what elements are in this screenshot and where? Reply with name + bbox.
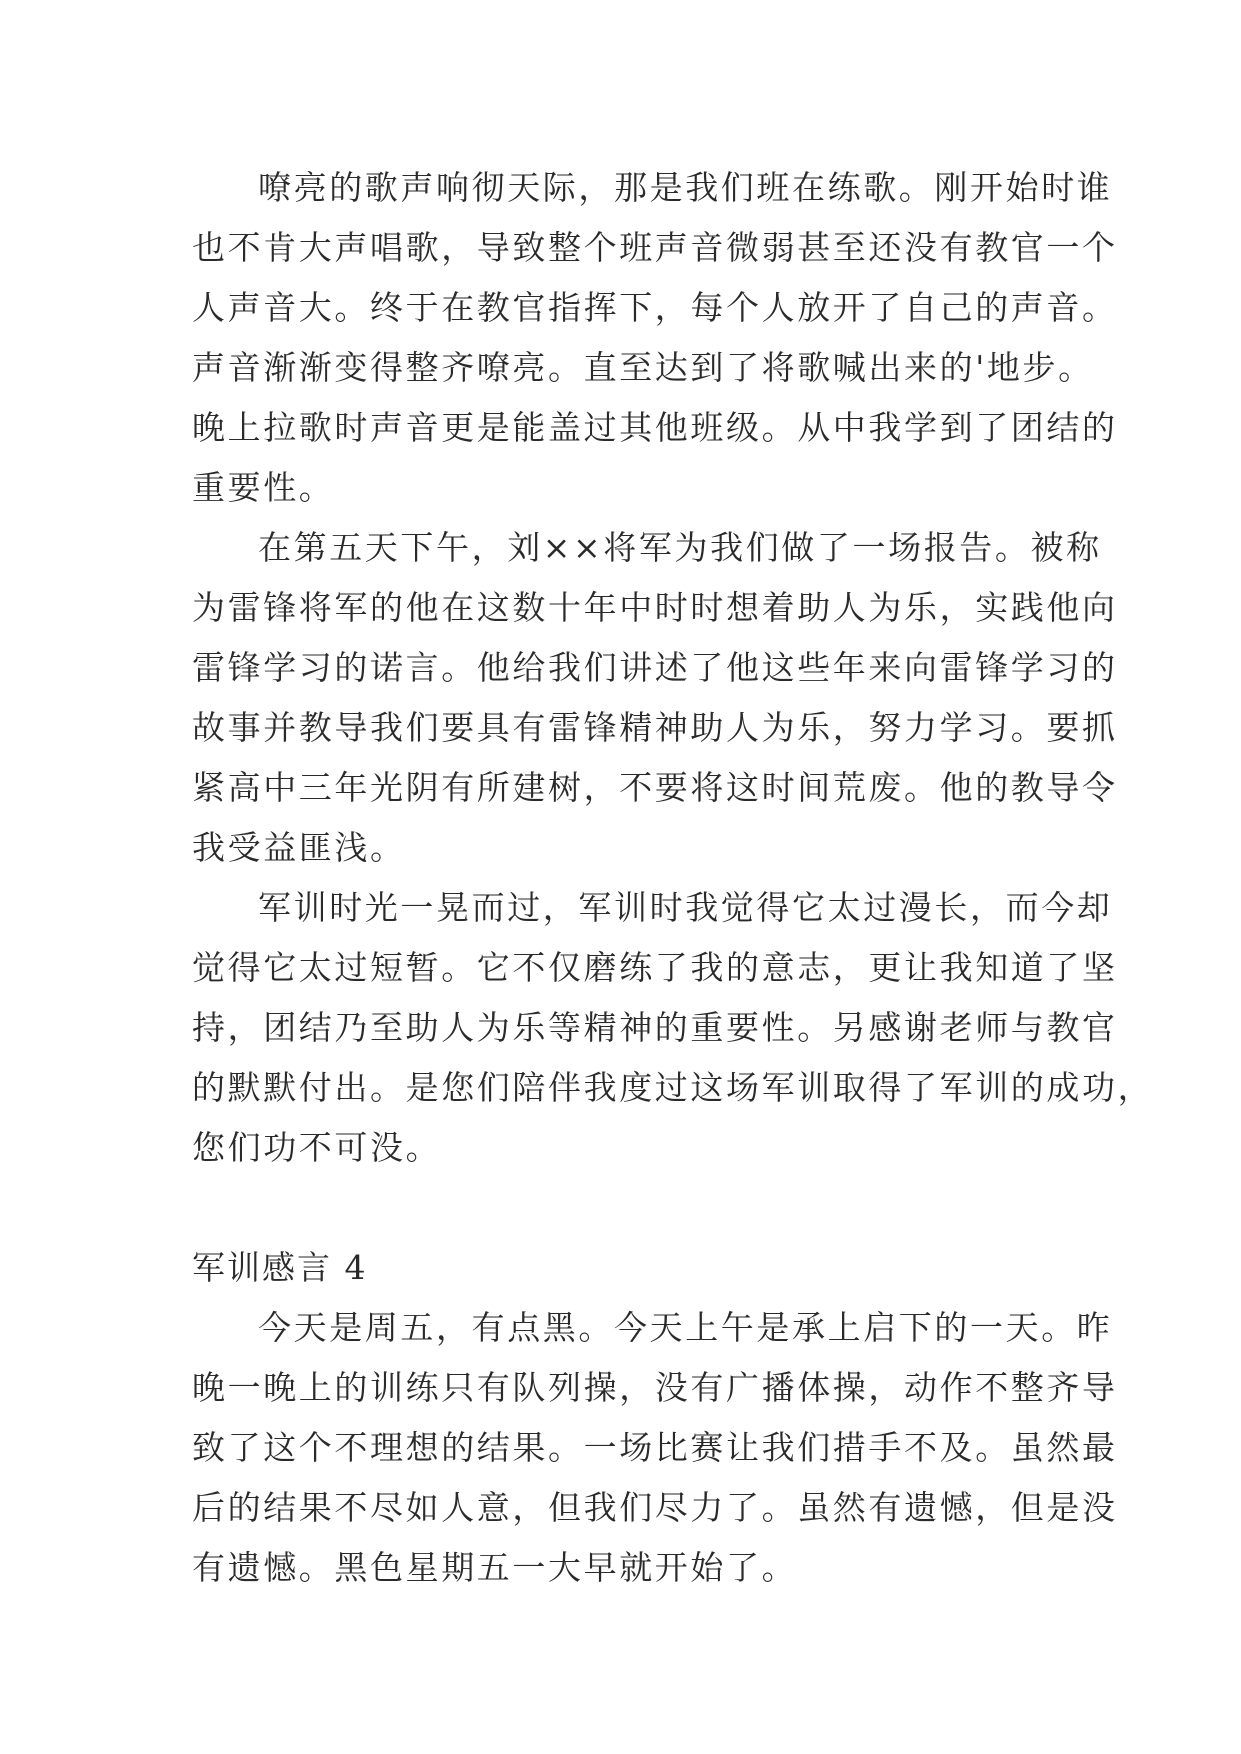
section-spacer (192, 1178, 1072, 1238)
document-body (192, 158, 1154, 1598)
text-line: 在第五天下午，刘××将军为我们做了一场报告。被称 (258, 528, 1102, 567)
text-line: 晚一晚上的训练只有队列操，没有广播体操，动作不整齐导 (192, 1368, 1118, 1407)
text-line: 晚上拉歌时声音更是能盖过其他班级。从中我学到了团结的 (192, 408, 1118, 447)
text-line: 有遗憾。黑色星期五一大早就开始了。 (192, 1548, 798, 1587)
paragraph-2 (192, 518, 1118, 878)
section-heading: 军训感言 4 (192, 1248, 368, 1287)
text-line: 军训时光一晃而过，军训时我觉得它太过漫长，而今却 (258, 888, 1113, 927)
text-line: 故事并教导我们要具有雷锋精神助人为乐，努力学习。要抓 (192, 708, 1118, 747)
text-line: 重要性。 (192, 468, 335, 507)
text-line: 持，团结乃至助人为乐等精神的重要性。另感谢老师与教官 (192, 1008, 1118, 1047)
text-line: 声音渐渐变得整齐嘹亮。直至达到了将歌喊出来的'地步。 (192, 348, 1094, 387)
text-line: 人声音大。终于在教官指挥下，每个人放开了自己的声音。 (192, 288, 1118, 327)
text-line: 致了这个不理想的结果。一场比赛让我们措手不及。虽然最 (192, 1428, 1118, 1467)
text-line: 我受益匪浅。 (192, 828, 406, 867)
paragraph-1 (192, 158, 1118, 518)
text-line: 今天是周五，有点黑。今天上午是承上启下的一天。昨 (258, 1308, 1113, 1347)
text-line: 的默默付出。是您们陪伴我度过这场军训取得了军训的成功， (192, 1068, 1154, 1107)
text-line: 雷锋学习的诺言。他给我们讲述了他这些年来向雷锋学习的 (192, 648, 1118, 687)
text-line: 嘹亮的歌声响彻天际，那是我们班在练歌。刚开始时谁 (258, 168, 1113, 207)
text-line: 后的结果不尽如人意，但我们尽力了。虽然有遗憾，但是没 (192, 1488, 1118, 1527)
paragraph-4 (192, 1298, 1118, 1598)
text-line: 您们功不可没。 (192, 1128, 442, 1167)
text-line: 也不肯大声唱歌，导致整个班声音微弱甚至还没有教官一个 (192, 228, 1118, 267)
text-line: 紧高中三年光阴有所建树，不要将这时间荒废。他的教导令 (192, 768, 1118, 807)
paragraph-3 (192, 878, 1154, 1178)
text-line: 觉得它太过短暂。它不仅磨练了我的意志，更让我知道了坚 (192, 948, 1118, 987)
text-line: 为雷锋将军的他在这数十年中时时想着助人为乐，实践他向 (192, 588, 1118, 627)
